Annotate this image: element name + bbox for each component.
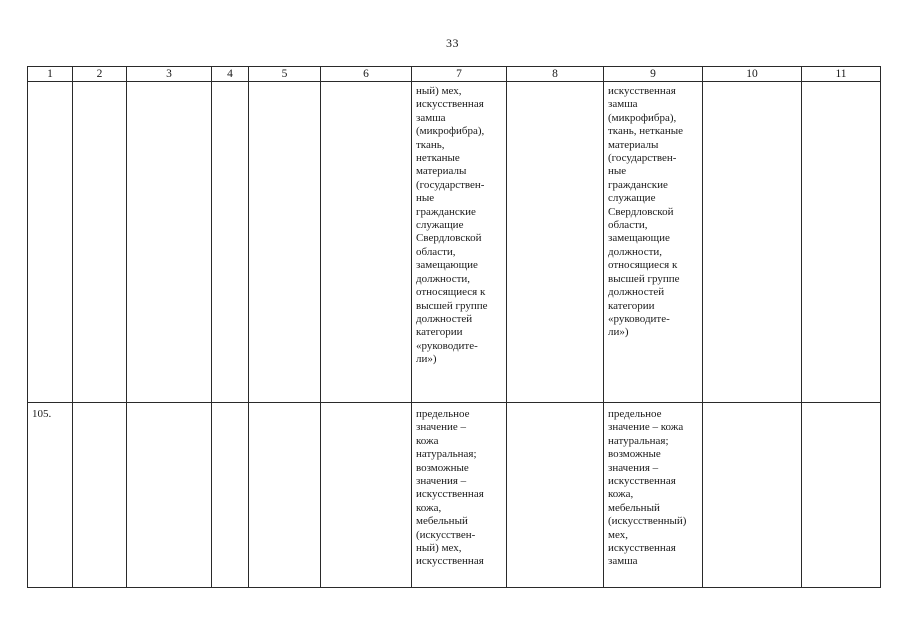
column-header: 6	[321, 67, 412, 82]
cell-text-col7: ный) мех, искусственная замша (микрофибра), ткань, нетканые материалы (государствен- ные гражданские служащие Свердловской области, замещающие должности, относящиеся к высшей группе должностей категории «руководите- ли»)	[416, 85, 488, 366]
table-cell	[127, 82, 212, 403]
data-table	[27, 66, 881, 588]
column-header: 2	[73, 67, 127, 82]
cell-text-col9: предельное значение – кожа натуральная; возможные значения – искусственная кожа, мебельный (искусственный) мех, искусственная замша	[608, 408, 687, 568]
table-cell	[127, 403, 212, 588]
table-cell	[507, 82, 604, 403]
column-header: 7	[412, 67, 507, 82]
table-cell	[249, 403, 321, 588]
cell-text-col9: искусственная замша (микрофибра), ткань, нетканые материалы (государствен- ные гражданские служащие Свердловской области, замещающие должности, относящиеся к высшей группе должностей категории «руководите- ли»)	[608, 85, 684, 339]
table-cell	[802, 82, 881, 403]
table-cell	[212, 82, 249, 403]
column-header: 5	[249, 67, 321, 82]
column-header: 8	[507, 67, 604, 82]
table-row	[28, 403, 881, 588]
table-cell	[507, 403, 604, 588]
table-cell	[412, 403, 507, 588]
table-cell	[703, 403, 802, 588]
column-header: 9	[604, 67, 703, 82]
column-header: 1	[28, 67, 73, 82]
table-cell	[802, 403, 881, 588]
table-cell	[73, 82, 127, 403]
table-cell	[703, 82, 802, 403]
table-cell	[604, 82, 703, 403]
row-number-cell: 105.	[28, 403, 73, 588]
page-number: 33	[446, 36, 459, 50]
table-cell	[321, 82, 412, 403]
table-header-row	[28, 67, 881, 82]
table-cell	[412, 82, 507, 403]
table-cell	[604, 403, 703, 588]
column-header: 4	[212, 67, 249, 82]
table-cell	[321, 403, 412, 588]
row-number-cell	[28, 82, 73, 403]
table-cell	[249, 82, 321, 403]
column-header: 11	[802, 67, 881, 82]
table-cell	[212, 403, 249, 588]
table-cell	[73, 403, 127, 588]
column-header: 3	[127, 67, 212, 82]
cell-text-col7: предельное значение – кожа натуральная; возможные значения – искусственная кожа, мебельный (искусствен- ный) мех, искусственная	[416, 408, 484, 568]
table-row	[28, 82, 881, 403]
column-header: 10	[703, 67, 802, 82]
